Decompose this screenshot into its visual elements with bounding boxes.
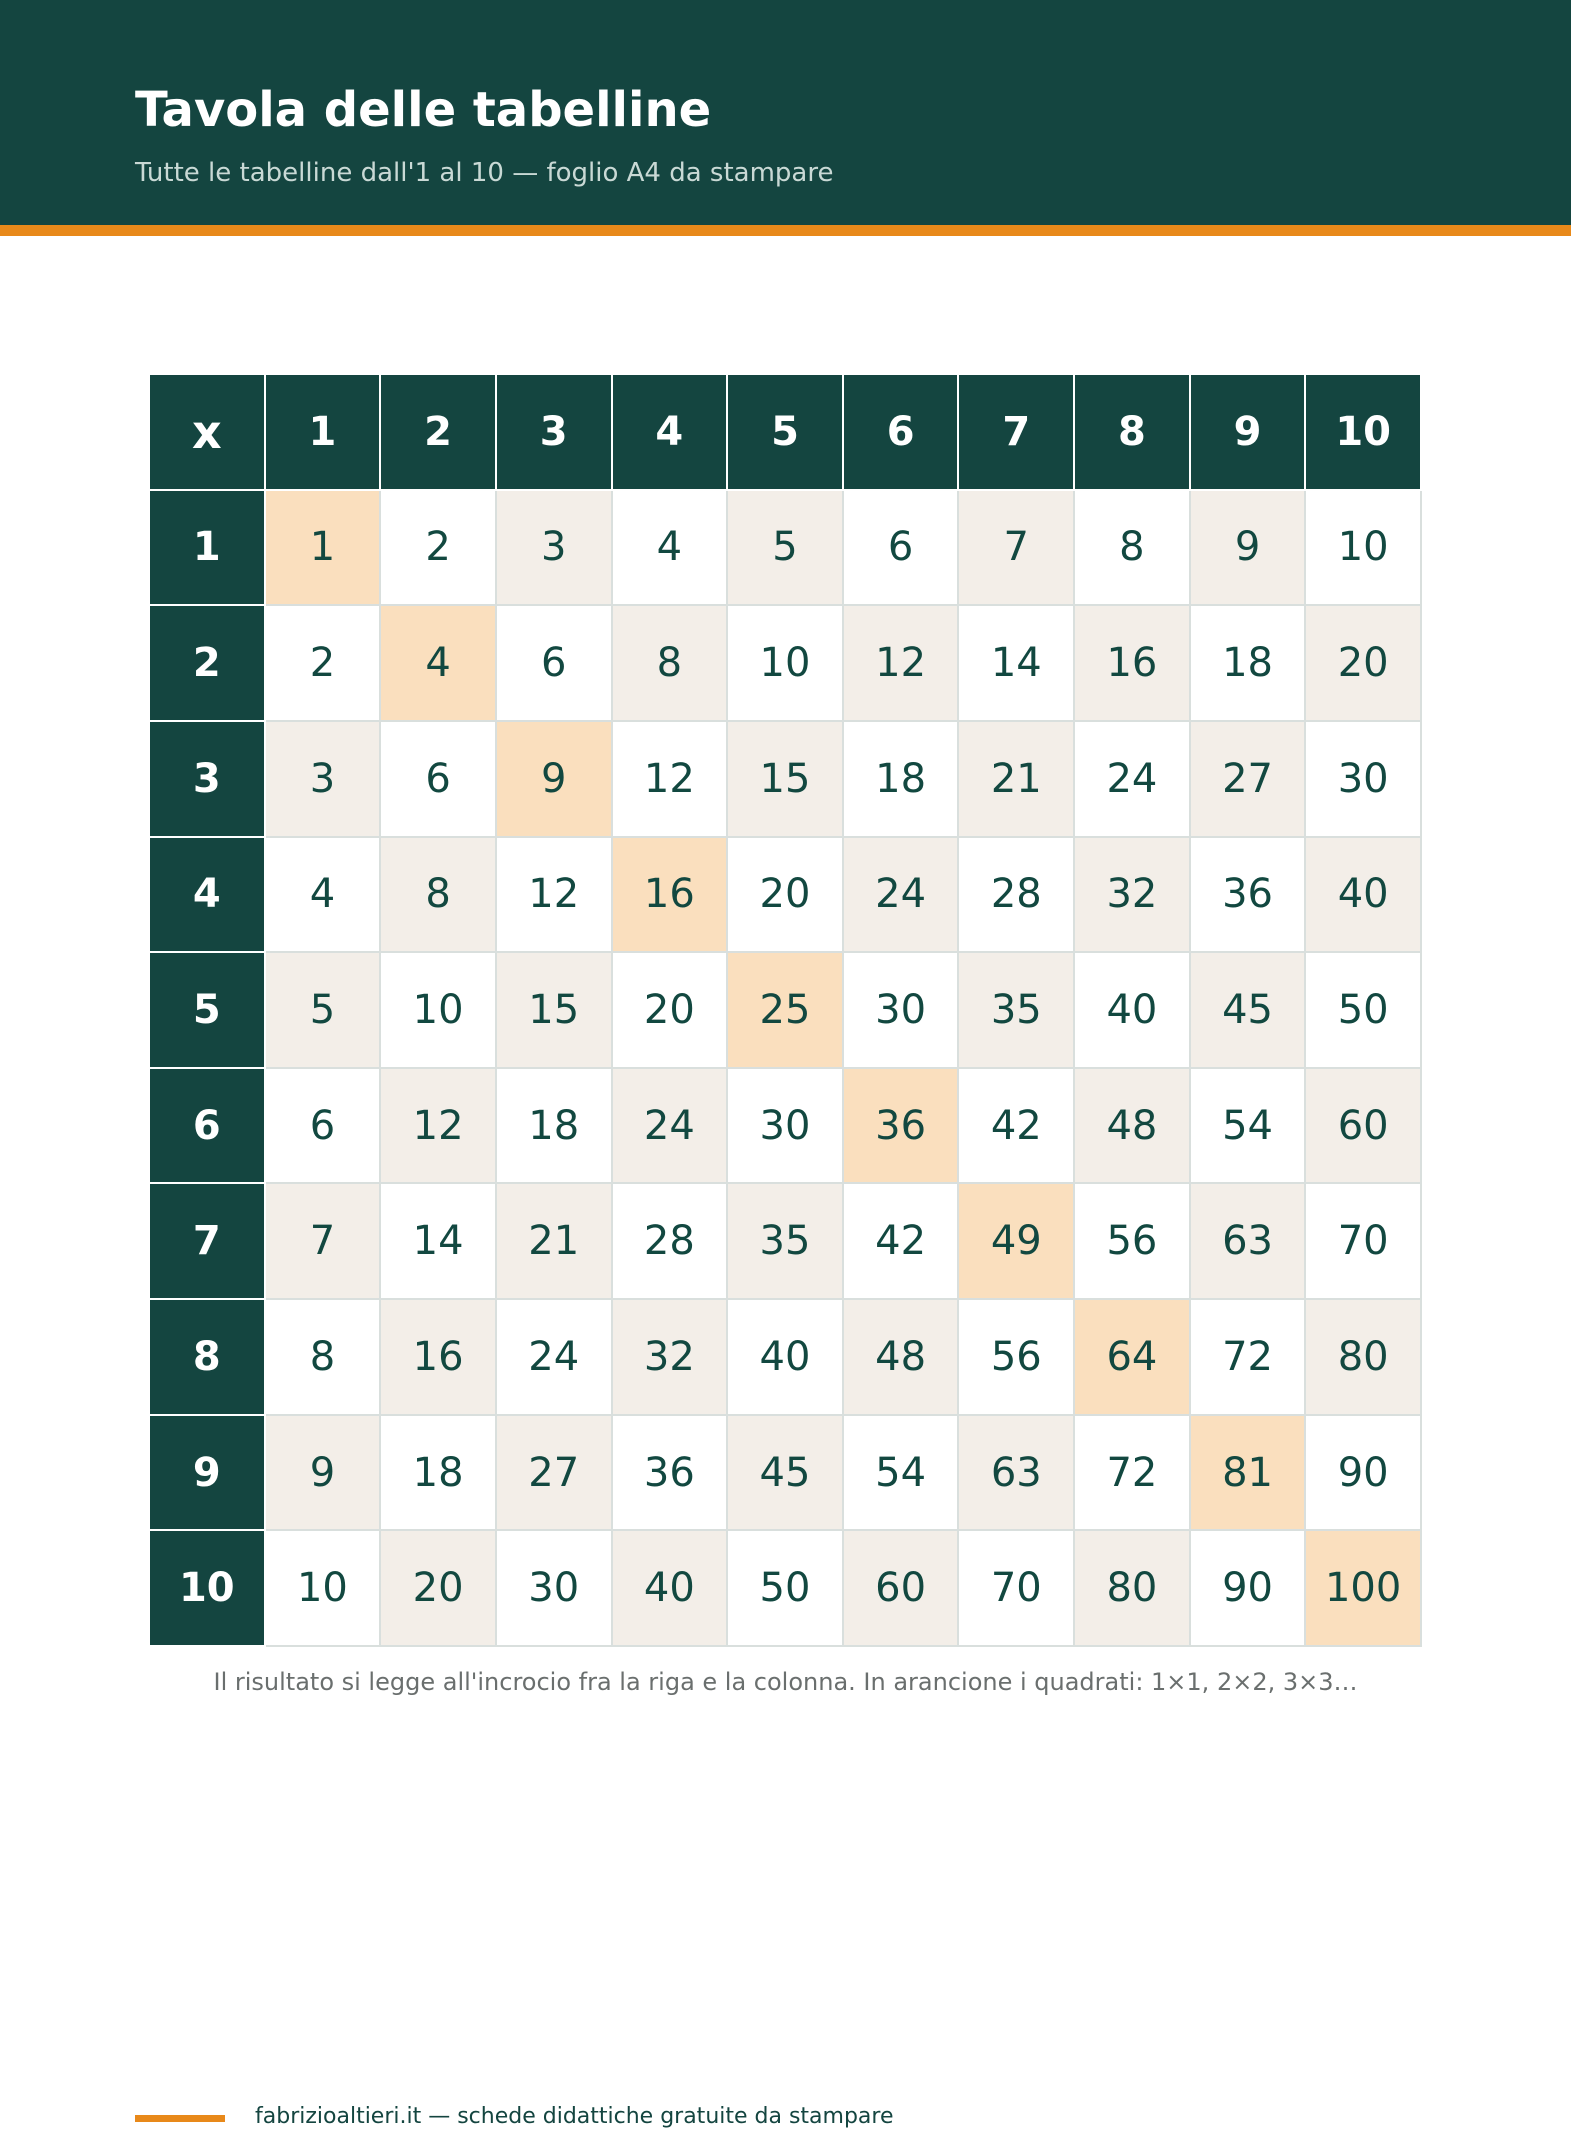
product-cell: 28 <box>959 838 1075 954</box>
column-header-7: 7 <box>959 375 1075 491</box>
product-cell: 10 <box>381 953 497 1069</box>
product-cell: 60 <box>1306 1069 1422 1185</box>
product-cell: 35 <box>728 1184 844 1300</box>
product-cell: 32 <box>613 1300 729 1416</box>
header-accent-stripe <box>0 225 1571 236</box>
product-cell: 21 <box>497 1184 613 1300</box>
footer-text: fabrizioaltieri.it — schede didattiche gratuite da stampare <box>255 2104 894 2129</box>
product-cell: 10 <box>266 1531 382 1647</box>
product-cell: 30 <box>844 953 960 1069</box>
product-cell: 12 <box>381 1069 497 1185</box>
product-cell: 7 <box>959 491 1075 607</box>
product-cell: 40 <box>728 1300 844 1416</box>
square-cell: 81 <box>1191 1416 1307 1532</box>
row-header-1: 1 <box>150 491 266 607</box>
product-cell: 90 <box>1306 1416 1422 1532</box>
row-header-3: 3 <box>150 722 266 838</box>
product-cell: 7 <box>266 1184 382 1300</box>
product-cell: 18 <box>497 1069 613 1185</box>
product-cell: 10 <box>728 606 844 722</box>
row-header-7: 7 <box>150 1184 266 1300</box>
product-cell: 63 <box>1191 1184 1307 1300</box>
row-header-5: 5 <box>150 953 266 1069</box>
product-cell: 40 <box>1306 838 1422 954</box>
page-header <box>0 0 1571 225</box>
table-caption: Il risultato si legge all'incrocio fra la riga e la colonna. In arancione i quadrati: 1×1, 2×2, 3×3… <box>213 1668 1358 1696</box>
product-cell: 9 <box>266 1416 382 1532</box>
product-cell: 12 <box>613 722 729 838</box>
product-cell: 27 <box>1191 722 1307 838</box>
product-cell: 48 <box>844 1300 960 1416</box>
product-cell: 20 <box>728 838 844 954</box>
page-title: Tavola delle tabelline <box>135 82 712 138</box>
product-cell: 2 <box>266 606 382 722</box>
column-header-4: 4 <box>613 375 729 491</box>
product-cell: 3 <box>266 722 382 838</box>
product-cell: 50 <box>1306 953 1422 1069</box>
product-cell: 72 <box>1075 1416 1191 1532</box>
product-cell: 24 <box>497 1300 613 1416</box>
product-cell: 42 <box>959 1069 1075 1185</box>
product-cell: 45 <box>1191 953 1307 1069</box>
row-header-9: 9 <box>150 1416 266 1532</box>
product-cell: 6 <box>844 491 960 607</box>
square-cell: 4 <box>381 606 497 722</box>
product-cell: 5 <box>728 491 844 607</box>
product-cell: 20 <box>1306 606 1422 722</box>
product-cell: 9 <box>1191 491 1307 607</box>
table-corner-header: x <box>150 375 266 491</box>
product-cell: 70 <box>1306 1184 1422 1300</box>
row-header-8: 8 <box>150 1300 266 1416</box>
product-cell: 70 <box>959 1531 1075 1647</box>
product-cell: 21 <box>959 722 1075 838</box>
product-cell: 40 <box>613 1531 729 1647</box>
product-cell: 24 <box>844 838 960 954</box>
product-cell: 8 <box>266 1300 382 1416</box>
product-cell: 45 <box>728 1416 844 1532</box>
product-cell: 18 <box>844 722 960 838</box>
column-header-5: 5 <box>728 375 844 491</box>
product-cell: 35 <box>959 953 1075 1069</box>
page-subtitle: Tutte le tabelline dall'1 al 10 — foglio A4 da stampare <box>135 158 834 188</box>
column-header-10: 10 <box>1306 375 1422 491</box>
product-cell: 3 <box>497 491 613 607</box>
row-header-2: 2 <box>150 606 266 722</box>
product-cell: 24 <box>613 1069 729 1185</box>
row-header-10: 10 <box>150 1531 266 1647</box>
product-cell: 40 <box>1075 953 1191 1069</box>
product-cell: 56 <box>959 1300 1075 1416</box>
product-cell: 36 <box>613 1416 729 1532</box>
product-cell: 8 <box>381 838 497 954</box>
square-cell: 100 <box>1306 1531 1422 1647</box>
footer-accent-bar <box>135 2115 225 2122</box>
product-cell: 2 <box>381 491 497 607</box>
product-cell: 63 <box>959 1416 1075 1532</box>
product-cell: 56 <box>1075 1184 1191 1300</box>
product-cell: 28 <box>613 1184 729 1300</box>
product-cell: 50 <box>728 1531 844 1647</box>
column-header-1: 1 <box>266 375 382 491</box>
product-cell: 8 <box>1075 491 1191 607</box>
product-cell: 42 <box>844 1184 960 1300</box>
product-cell: 72 <box>1191 1300 1307 1416</box>
square-cell: 1 <box>266 491 382 607</box>
square-cell: 64 <box>1075 1300 1191 1416</box>
square-cell: 25 <box>728 953 844 1069</box>
product-cell: 5 <box>266 953 382 1069</box>
product-cell: 12 <box>497 838 613 954</box>
product-cell: 4 <box>266 838 382 954</box>
product-cell: 30 <box>1306 722 1422 838</box>
product-cell: 20 <box>381 1531 497 1647</box>
product-cell: 27 <box>497 1416 613 1532</box>
product-cell: 14 <box>959 606 1075 722</box>
product-cell: 4 <box>613 491 729 607</box>
column-header-6: 6 <box>844 375 960 491</box>
product-cell: 10 <box>1306 491 1422 607</box>
column-header-8: 8 <box>1075 375 1191 491</box>
square-cell: 9 <box>497 722 613 838</box>
product-cell: 30 <box>728 1069 844 1185</box>
product-cell: 32 <box>1075 838 1191 954</box>
product-cell: 80 <box>1306 1300 1422 1416</box>
square-cell: 36 <box>844 1069 960 1185</box>
product-cell: 20 <box>613 953 729 1069</box>
row-header-6: 6 <box>150 1069 266 1185</box>
square-cell: 16 <box>613 838 729 954</box>
product-cell: 60 <box>844 1531 960 1647</box>
product-cell: 36 <box>1191 838 1307 954</box>
column-header-3: 3 <box>497 375 613 491</box>
product-cell: 18 <box>1191 606 1307 722</box>
product-cell: 54 <box>1191 1069 1307 1185</box>
product-cell: 48 <box>1075 1069 1191 1185</box>
column-header-2: 2 <box>381 375 497 491</box>
product-cell: 30 <box>497 1531 613 1647</box>
product-cell: 54 <box>844 1416 960 1532</box>
product-cell: 18 <box>381 1416 497 1532</box>
product-cell: 14 <box>381 1184 497 1300</box>
square-cell: 49 <box>959 1184 1075 1300</box>
product-cell: 8 <box>613 606 729 722</box>
product-cell: 6 <box>381 722 497 838</box>
product-cell: 24 <box>1075 722 1191 838</box>
column-header-9: 9 <box>1191 375 1307 491</box>
product-cell: 16 <box>381 1300 497 1416</box>
product-cell: 6 <box>266 1069 382 1185</box>
product-cell: 90 <box>1191 1531 1307 1647</box>
row-header-4: 4 <box>150 838 266 954</box>
multiplication-table <box>150 375 1422 1647</box>
product-cell: 12 <box>844 606 960 722</box>
product-cell: 6 <box>497 606 613 722</box>
product-cell: 15 <box>728 722 844 838</box>
product-cell: 15 <box>497 953 613 1069</box>
product-cell: 80 <box>1075 1531 1191 1647</box>
product-cell: 16 <box>1075 606 1191 722</box>
